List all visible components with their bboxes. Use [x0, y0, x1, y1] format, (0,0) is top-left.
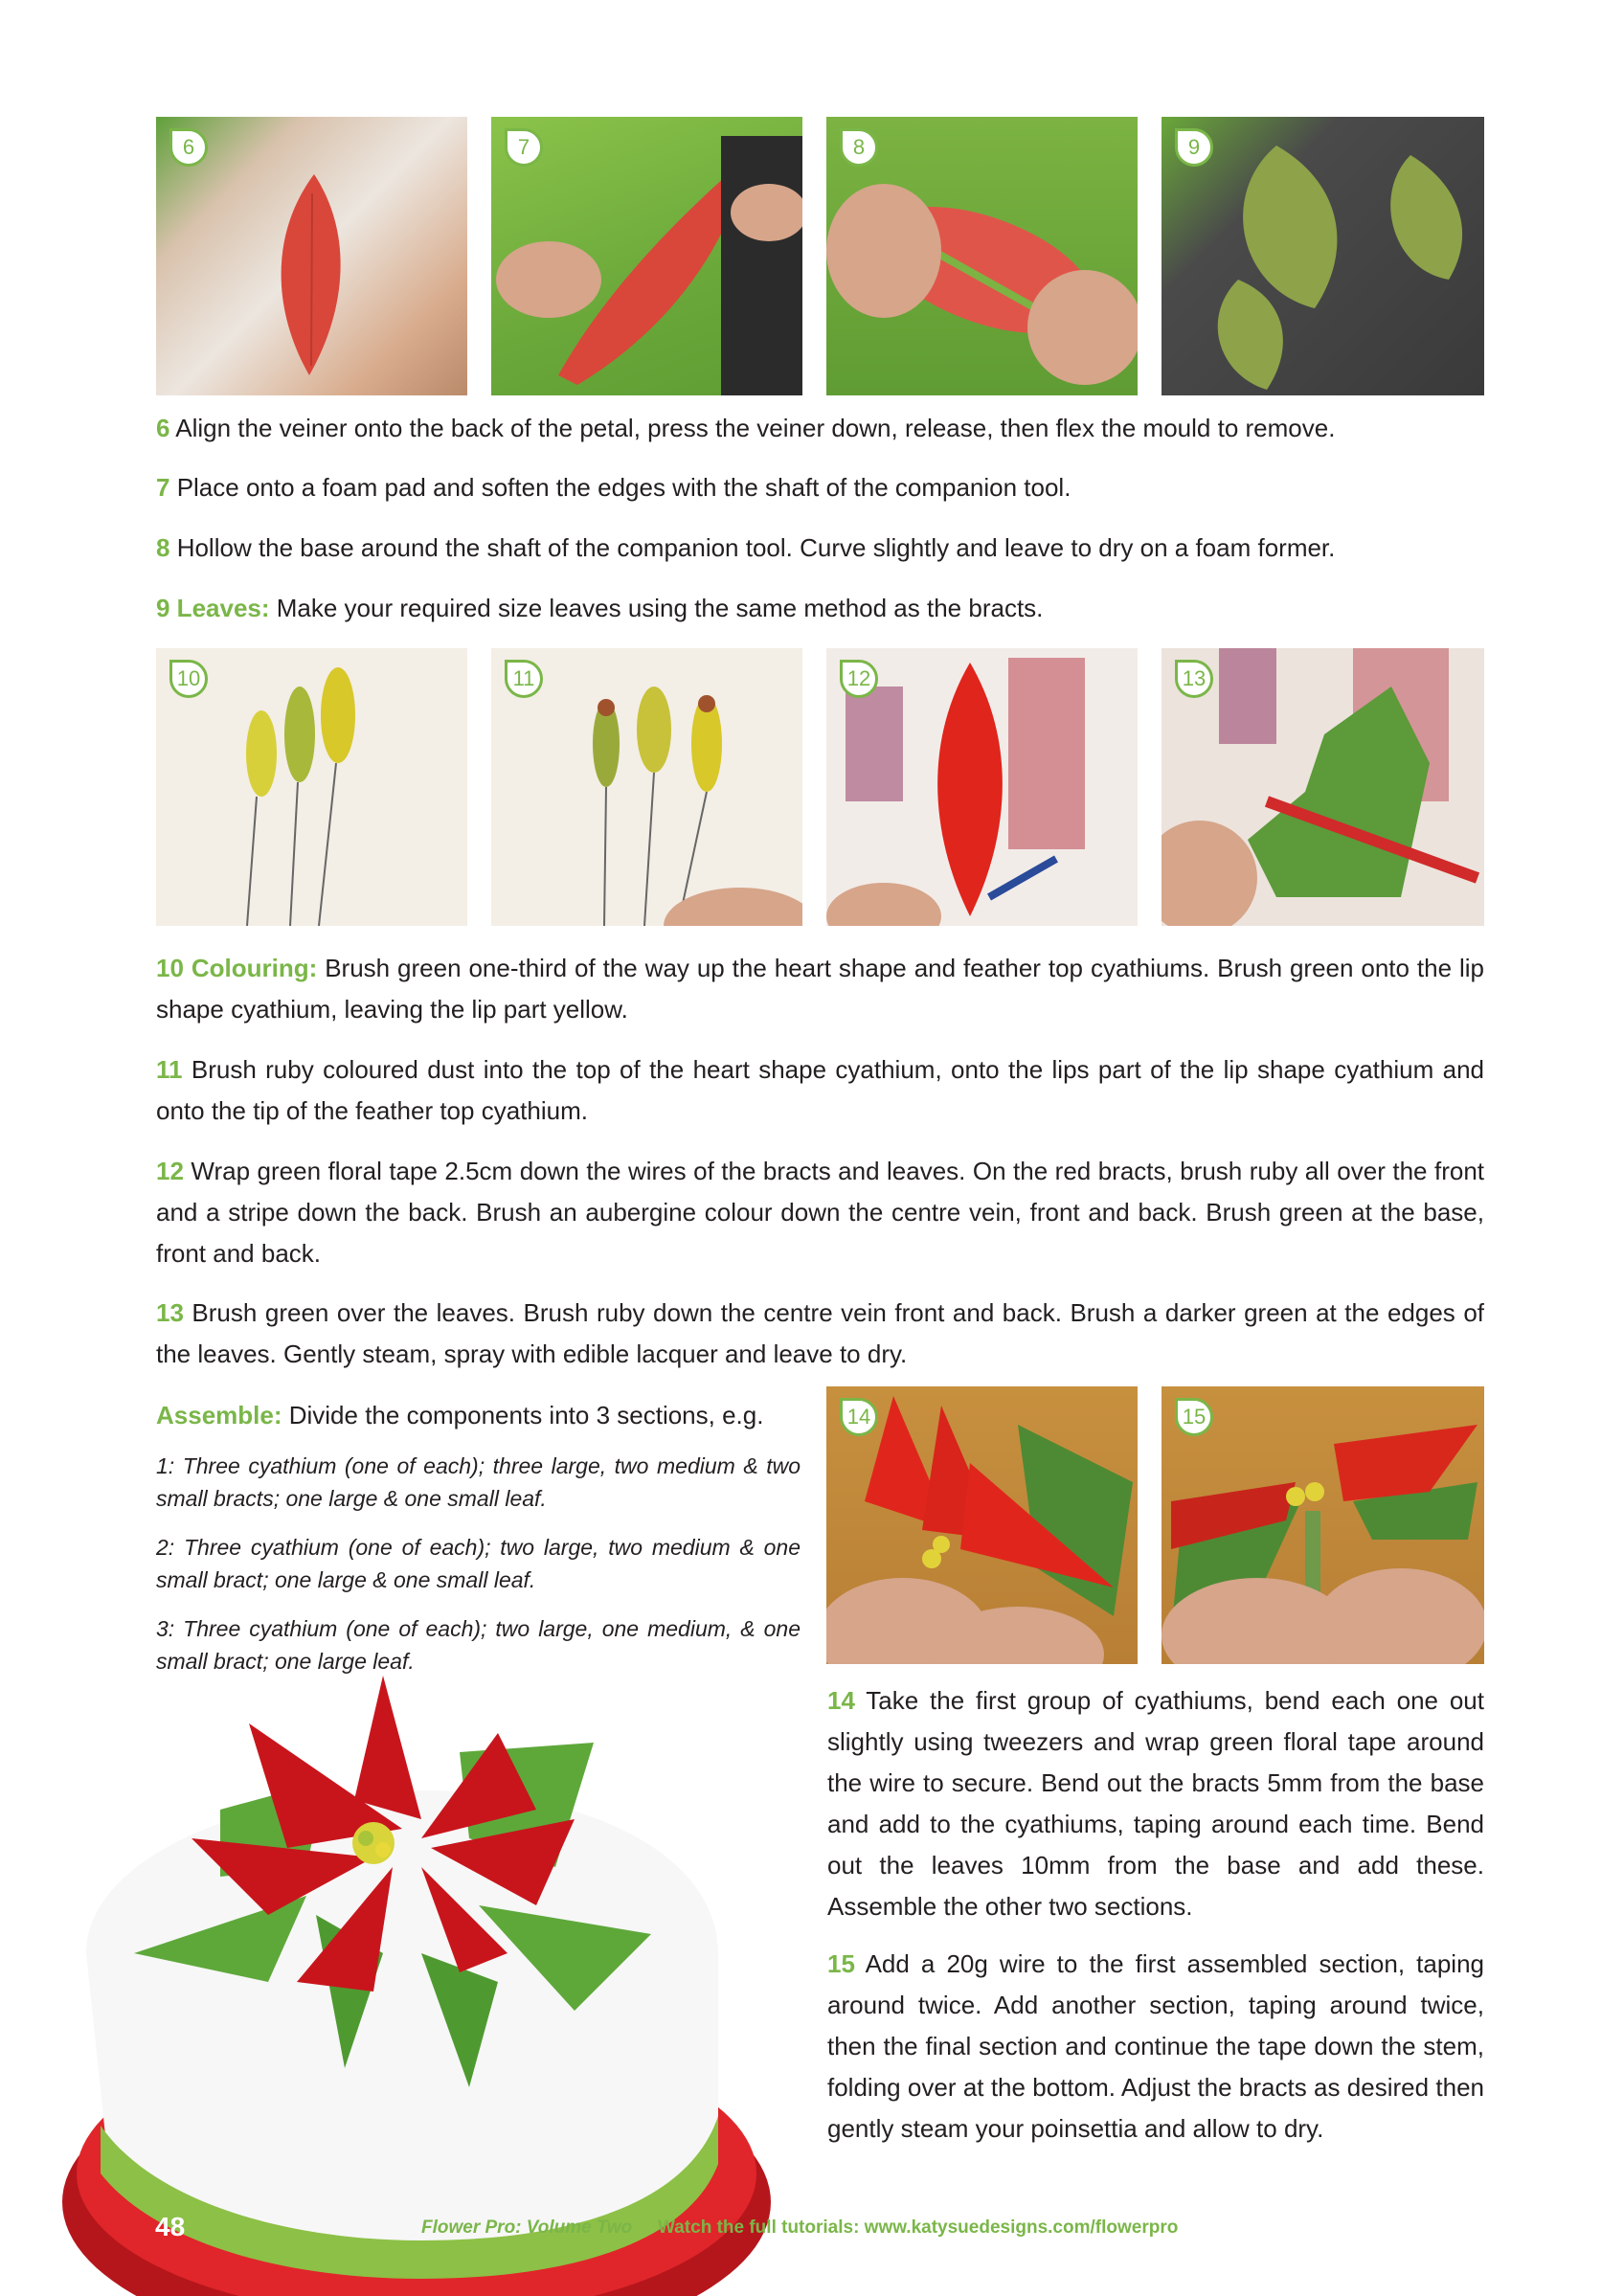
step-badge: 13: [1175, 660, 1213, 698]
page-number: 48: [155, 2212, 186, 2241]
photo-step-9: [1162, 117, 1484, 395]
step-14-text: 14 Take the first group of cyathiums, bend each one out slightly using tweezers and wrap green floral tape around the wire to secure. Bend out the bracts 5mm from the base and add to the cyathiums, taping around each time. Bend out the leaves 10mm from the base and add these. Assemble the other two sections.: [827, 1686, 1484, 1921]
step-badge: 10: [169, 660, 208, 698]
step-badge: 6: [169, 128, 208, 167]
photo-step-11: [491, 648, 802, 926]
assemble-intro: Assemble: Divide the components into 3 sections, e.g.: [156, 1401, 764, 1429]
step-11-text: 11 Brush ruby coloured dust into the top of the heart shape cyathium, onto the lips part of the lip shape cyathium and onto the tip of the feather top cyathium.: [156, 1055, 1484, 1125]
step-badge: 9: [1175, 128, 1213, 167]
section-1-note: 1: Three cyathium (one of each); three large, two medium & two small bracts; one large & one small leaf.: [156, 1453, 801, 1511]
step-badge: 11: [505, 660, 543, 698]
photo-step-6: [156, 117, 467, 395]
step-13-text: 13 Brush green over the leaves. Brush ruby down the centre vein front and back. Brush a darker green at the edges of the leaves. Gently steam, spray with edible lacquer and leave to dry.: [156, 1298, 1484, 1368]
photo-step-15: [1162, 1386, 1484, 1664]
photo-step-7: [491, 117, 802, 395]
step-badge: 8: [840, 128, 878, 167]
step-15-text: 15 Add a 20g wire to the first assembled section, taping around twice. Add another section, taping around twice, then the final section and continue the tape down the stem, folding over at the bottom. Adjust the bracts as desired then gently steam your poinsettia and allow to dry.: [827, 1949, 1484, 2143]
cake-image: [57, 1666, 814, 2296]
step-badge: 15: [1175, 1398, 1213, 1436]
step-badge: 14: [840, 1398, 878, 1436]
step-8-text: 8 Hollow the base around the shaft of the companion tool. Curve slightly and leave to dry on a foam former.: [156, 533, 1336, 562]
step-12-text: 12 Wrap green floral tape 2.5cm down the wires of the bracts and leaves. On the red bracts, brush ruby all over the front and a stripe down the back. Brush an aubergine colour down the centre vein, front and back. Brush green at the base, front and back.: [156, 1157, 1484, 1268]
section-3-note: 3: Three cyathium (one of each); two large, one medium, & one small bract; one large leaf.: [156, 1616, 801, 1674]
step-7-text: 7 Place onto a foam pad and soften the edges with the shaft of the companion tool.: [156, 473, 1071, 502]
photo-step-10: [156, 648, 467, 926]
section-2-note: 2: Three cyathium (one of each); two large, two medium & one small bract; one large & one small leaf.: [156, 1535, 801, 1592]
photo-step-12: [826, 648, 1138, 926]
step-badge: 7: [505, 128, 543, 167]
step-6-text: 6 Align the veiner onto the back of the petal, press the veiner down, release, then flex the mould to remove.: [156, 414, 1336, 442]
step-badge: 12: [840, 660, 878, 698]
tutorial-link[interactable]: Watch the full tutorials: www.katysuedesigns.com/flowerpro: [658, 2217, 1179, 2238]
step-10-text: 10 Colouring: Brush green one-third of the way up the heart shape and feather top cyathiums. Brush green onto the lip shape cyathium, leaving the lip part yellow.: [156, 954, 1485, 1024]
photo-step-8: [826, 117, 1138, 395]
step-9-text: 9 Leaves: Make your required size leaves using the same method as the bracts.: [156, 594, 1044, 622]
photo-step-13: [1162, 648, 1484, 926]
book-title: Flower Pro: Volume Two: [421, 2217, 633, 2238]
photo-step-14: [826, 1386, 1138, 1664]
